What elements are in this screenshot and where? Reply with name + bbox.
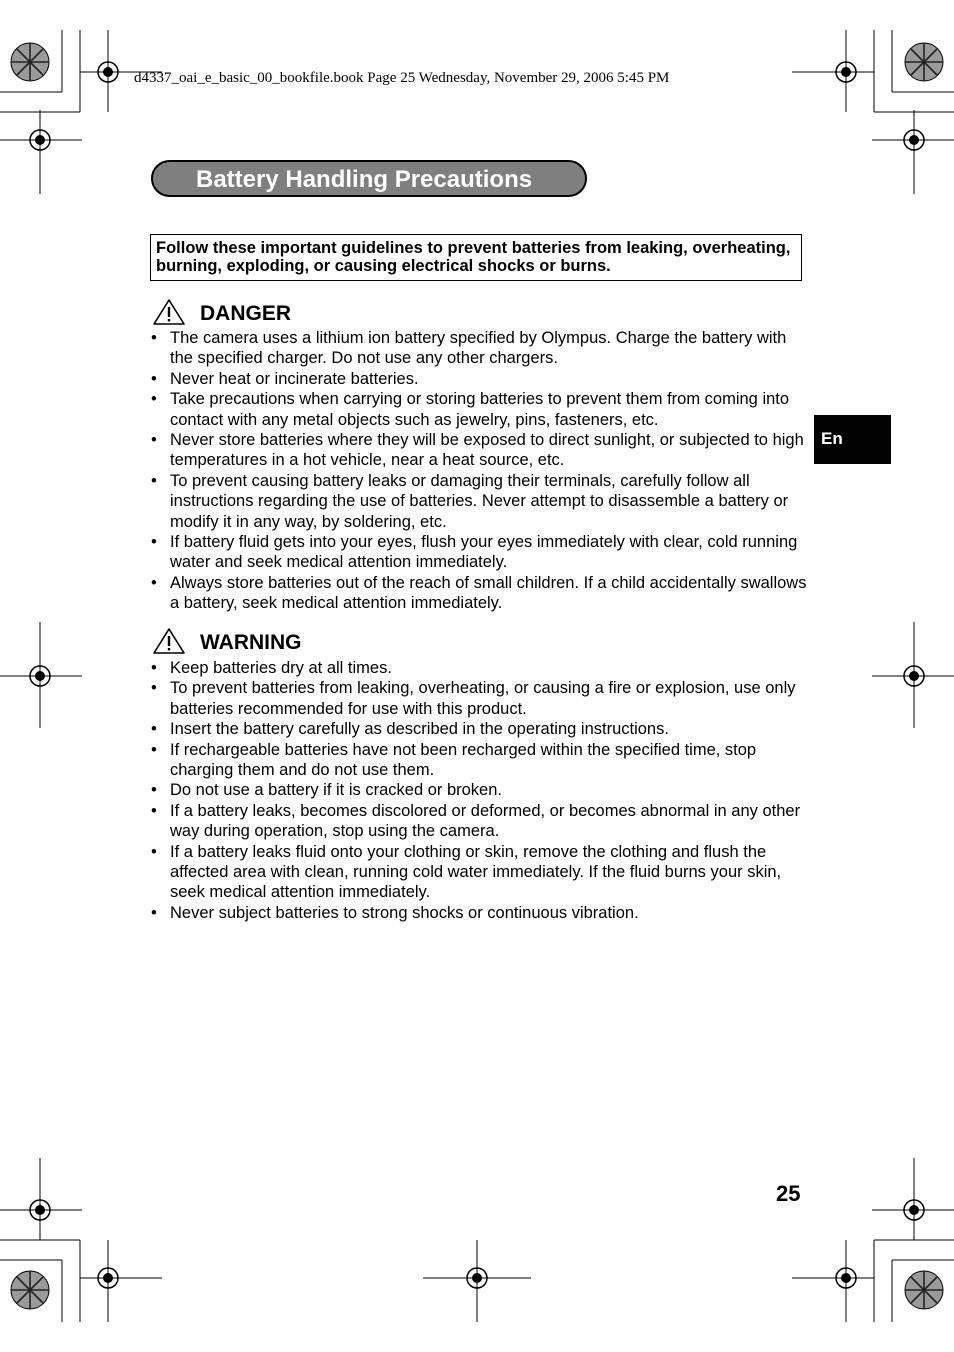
language-tab: En — [814, 415, 891, 464]
danger-title: DANGER — [200, 302, 292, 325]
intro-notice: Follow these important guidelines to prevent batteries from leaking, overheating, burning, exploding, or causing electrical shocks or burns. — [150, 234, 802, 281]
list-item: • Never subject batteries to strong shocks or continuous vibration. — [150, 903, 810, 923]
page-title: Battery Handling Precautions — [151, 160, 587, 197]
warning-heading — [152, 625, 302, 655]
list-item: • To prevent causing battery leaks or damaging their terminals, carefully follow all instructions regarding the use of batteries. Never attempt to disassemble a battery or modify it in any way, by soldering, etc. — [150, 471, 810, 532]
list-item: • If a battery leaks, becomes discolored or deformed, or becomes abnormal in any other way during operation, stop using the camera. — [150, 801, 810, 842]
danger-list — [150, 328, 810, 614]
warning-list — [150, 658, 810, 923]
warning-triangle-icon — [152, 627, 186, 655]
warning-title: WARNING — [200, 631, 302, 654]
list-item: • Always store batteries out of the reach of small children. If a child accidentally swallows a battery, seek medical attention immediately. — [150, 573, 810, 614]
list-item: • Take precautions when carrying or storing batteries to prevent them from coming into contact with any metal objects such as jewelry, pins, fasteners, etc. — [150, 389, 810, 430]
print-header: d4337_oai_e_basic_00_bookfile.book Page 25 Wednesday, November 29, 2006 5:45 PM — [134, 70, 670, 86]
list-item: • If rechargeable batteries have not been recharged within the specified time, stop charging them and do not use them. — [150, 740, 810, 781]
list-item: • Do not use a battery if it is cracked or broken. — [150, 780, 810, 800]
list-item: • Never store batteries where they will be exposed to direct sunlight, or subjected to high temperatures in a hot vehicle, near a heat source, etc. — [150, 430, 810, 471]
list-item: • The camera uses a lithium ion battery specified by Olympus. Charge the battery with the specified charger. Do not use any other chargers. — [150, 328, 810, 369]
list-item: • If battery fluid gets into your eyes, flush your eyes immediately with clear, cold running water and seek medical attention immediately. — [150, 532, 810, 573]
danger-heading — [152, 296, 291, 326]
warning-triangle-icon — [152, 298, 186, 326]
list-item: • Insert the battery carefully as described in the operating instructions. — [150, 719, 810, 739]
page-number: 25 — [776, 1181, 801, 1206]
list-item: • Keep batteries dry at all times. — [150, 658, 810, 678]
list-item: • If a battery leaks fluid onto your clothing or skin, remove the clothing and flush the affected area with clean, running cold water immediately. If the fluid burns your skin, seek medical attention immediately. — [150, 842, 810, 903]
list-item: • Never heat or incinerate batteries. — [150, 369, 810, 389]
list-item: • To prevent batteries from leaking, overheating, or causing a fire or explosion, use only batteries recommended for use with this product. — [150, 678, 810, 719]
